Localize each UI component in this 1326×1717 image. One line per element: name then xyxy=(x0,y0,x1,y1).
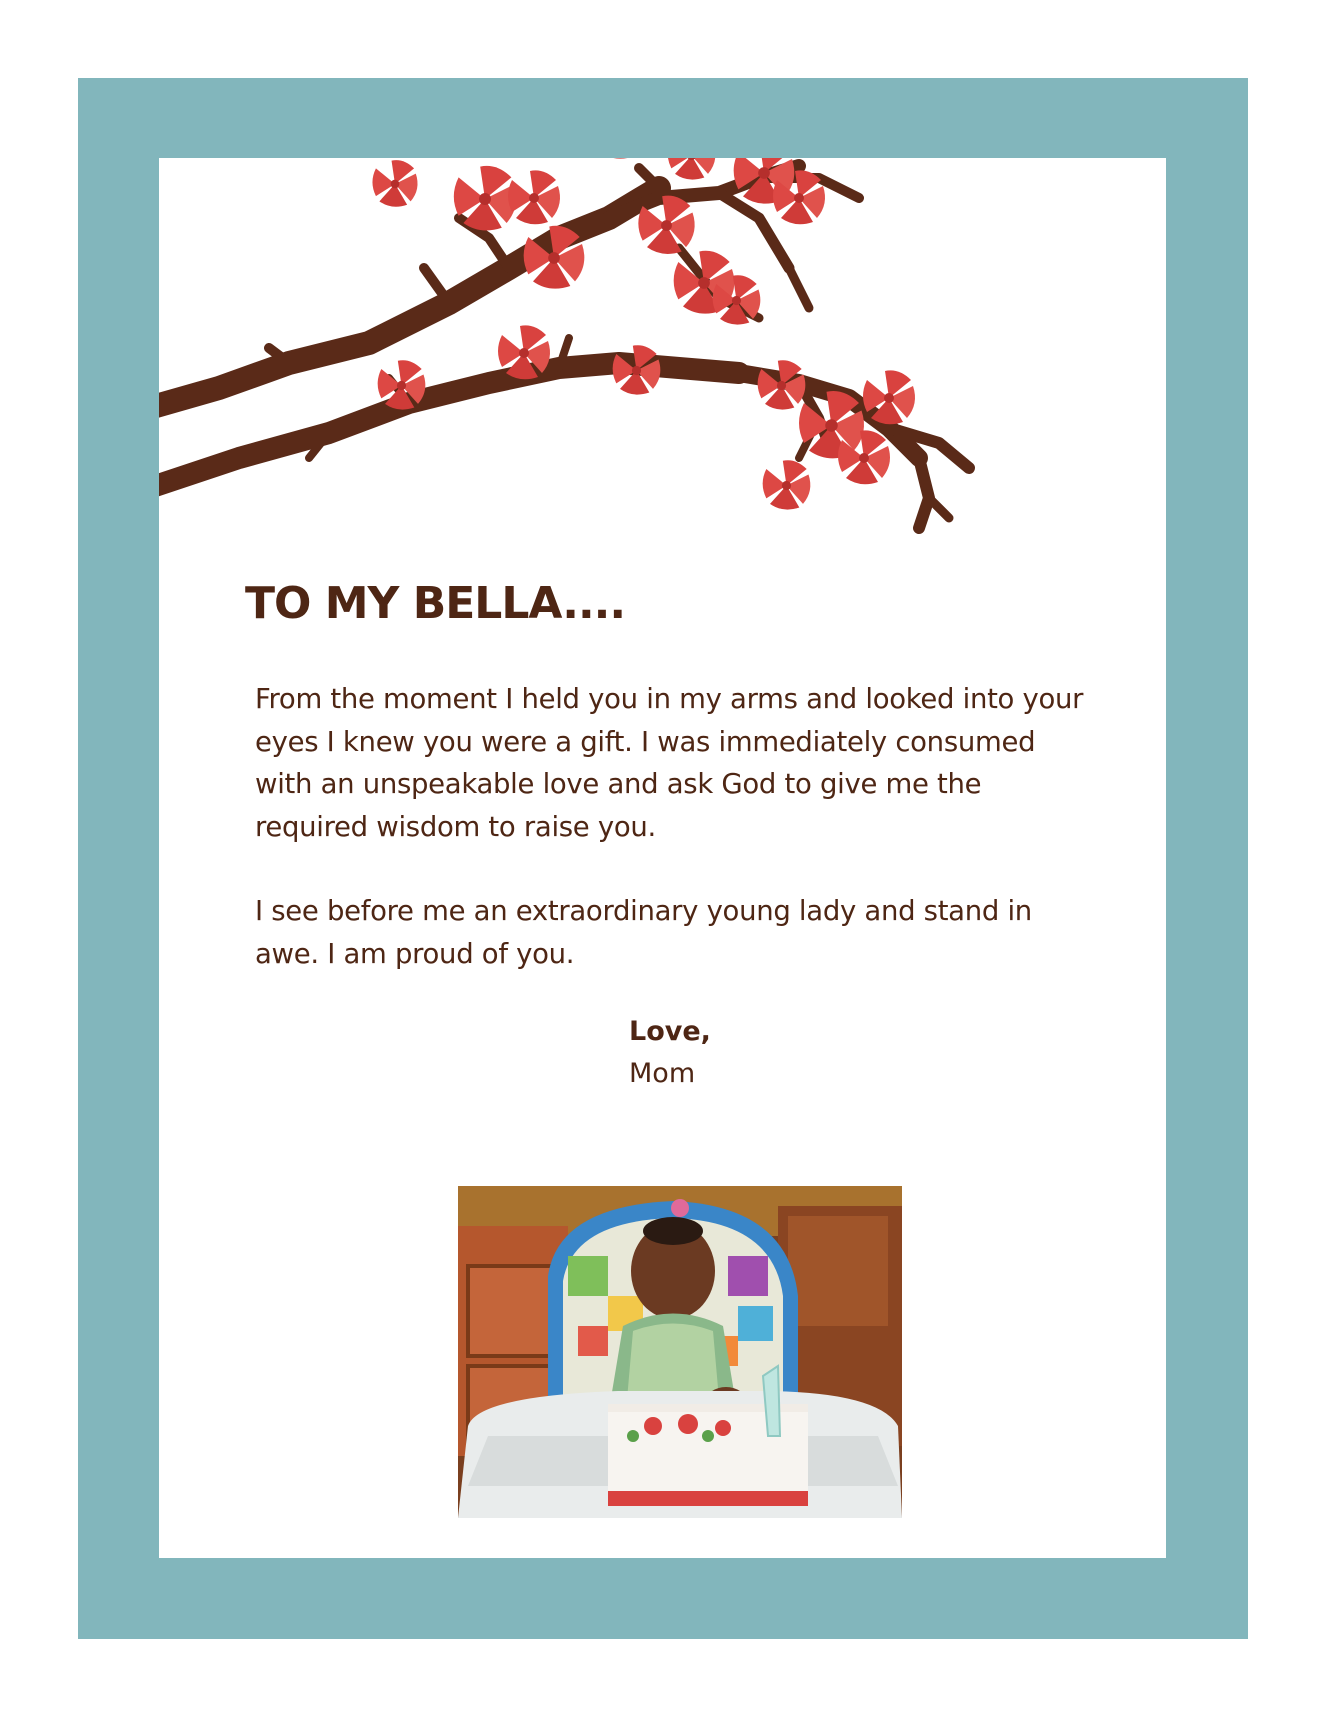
letter-closing: Love, xyxy=(629,1016,711,1047)
letter-signature: Mom xyxy=(629,1058,696,1089)
letter-paragraph-2: I see before me an extraordinary young lady and stand in awe. I am proud of you. xyxy=(255,895,1032,970)
baby-birthday-photo xyxy=(458,1186,902,1518)
letter-card xyxy=(159,158,1166,1558)
cherry-blossom-branch-icon xyxy=(159,158,1166,578)
letter-title: TO MY BELLA.... xyxy=(245,578,626,629)
letter-paragraph-1: From the moment I held you in my arms and looked into your eyes I knew you were a gift. I was immediately consumed with an unspeakable love and ask God to give me the required wisdom to raise you. xyxy=(255,683,1084,843)
